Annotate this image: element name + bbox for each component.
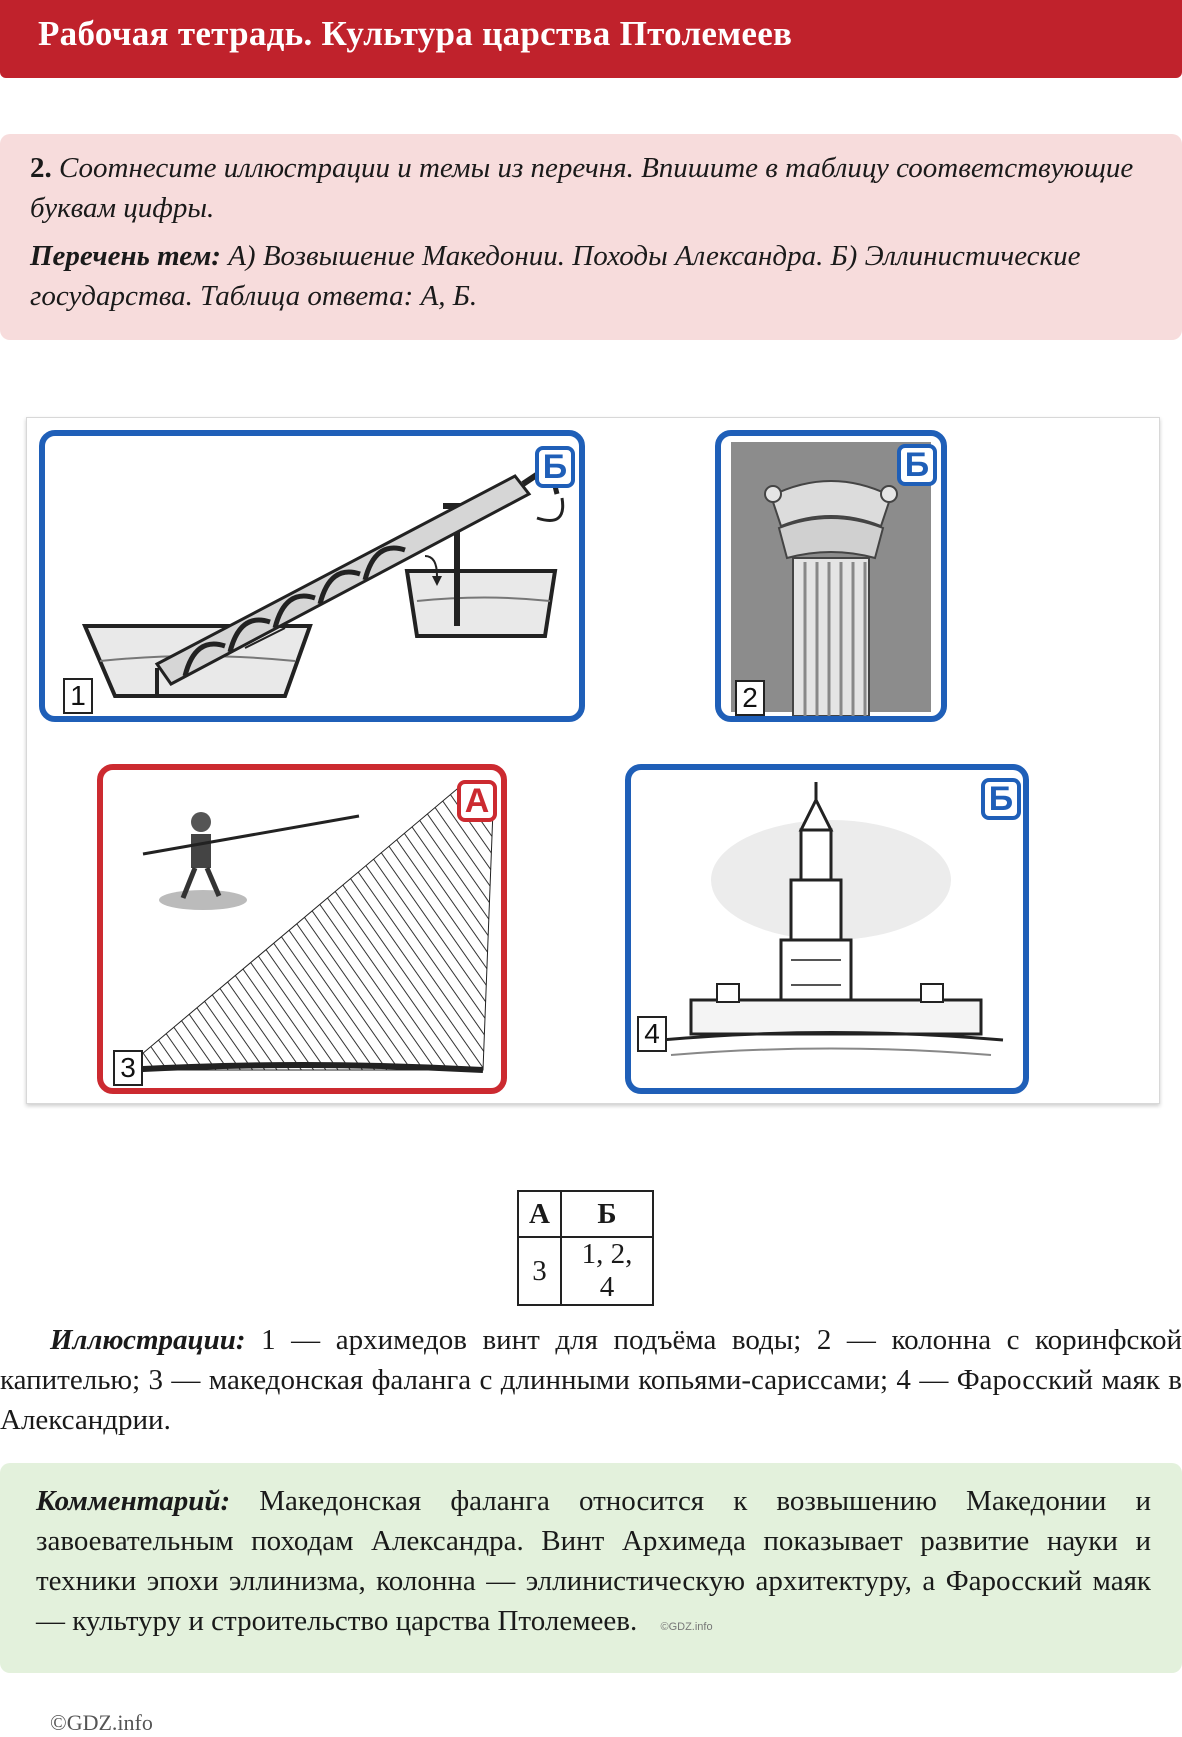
topics-label: Перечень тем:	[30, 240, 221, 272]
answer-value-b: 1, 2, 4	[561, 1237, 653, 1305]
panel-3	[97, 764, 507, 1094]
page-header	[0, 0, 1182, 78]
illustrations-description	[0, 1320, 1182, 1440]
page-title: Рабочая тетрадь. Культура царства Птолемеев	[38, 14, 793, 53]
macedonian-phalanx-icon	[103, 770, 501, 1088]
task-box	[0, 134, 1182, 340]
panel-2-badge: Б	[897, 444, 937, 486]
illustrations-text: 1 — архимедов винт для подъёма воды; 2 — колонна с коринфской капителью; 3 — македонская фаланга с длинными копьями-сариссами; 4 — Фаросский маяк в Александрии.	[0, 1324, 1182, 1436]
answer-header-b: Б	[561, 1191, 653, 1237]
answer-table	[517, 1190, 654, 1306]
panel-3-number: 3	[113, 1050, 143, 1086]
comment-label: Комментарий:	[36, 1485, 231, 1517]
panel-2-number: 2	[735, 680, 765, 716]
panel-2	[715, 430, 947, 722]
pharos-lighthouse-icon	[631, 770, 1023, 1088]
comment-text	[36, 1481, 1151, 1647]
panel-1-badge: Б	[535, 446, 575, 488]
panel-4-number: 4	[637, 1016, 667, 1052]
task-instruction: Соотнесите иллюстрации и темы из перечня. Впишите в таблицу соответствующие буквам цифры.	[30, 152, 1134, 224]
illustrations-label: Иллюстрации:	[50, 1324, 246, 1356]
task-text	[30, 148, 1160, 324]
panel-3-badge: А	[457, 780, 497, 822]
comment-box	[0, 1463, 1182, 1673]
panel-4-badge: Б	[981, 778, 1021, 820]
task-number: 2.	[30, 152, 52, 184]
comment-body: Македонская фаланга относится к возвышению Македонии и завоевательным походам Александра. Винт Архимеда показывает развитие науки и техники эпохи эллинизма, колонна — эллинистическую архитектуру, а Фаросский маяк — культуру и строительство царства Птолемеев.	[36, 1485, 1151, 1637]
illustrations-figure	[26, 417, 1160, 1104]
topics-text: А) Возвышение Македонии. Походы Александра. Б) Эллинистические государства. Таблица ответа: А, Б.	[30, 240, 1081, 312]
copyright: ©GDZ.info	[50, 1710, 153, 1735]
comment-watermark: ©GDZ.info	[660, 1621, 713, 1633]
archimedes-screw-icon	[45, 436, 579, 716]
answer-header-a: А	[518, 1191, 561, 1237]
panel-4	[625, 764, 1029, 1094]
panel-1	[39, 430, 585, 722]
answer-value-a: 3	[518, 1237, 561, 1305]
panel-1-number: 1	[63, 678, 93, 714]
